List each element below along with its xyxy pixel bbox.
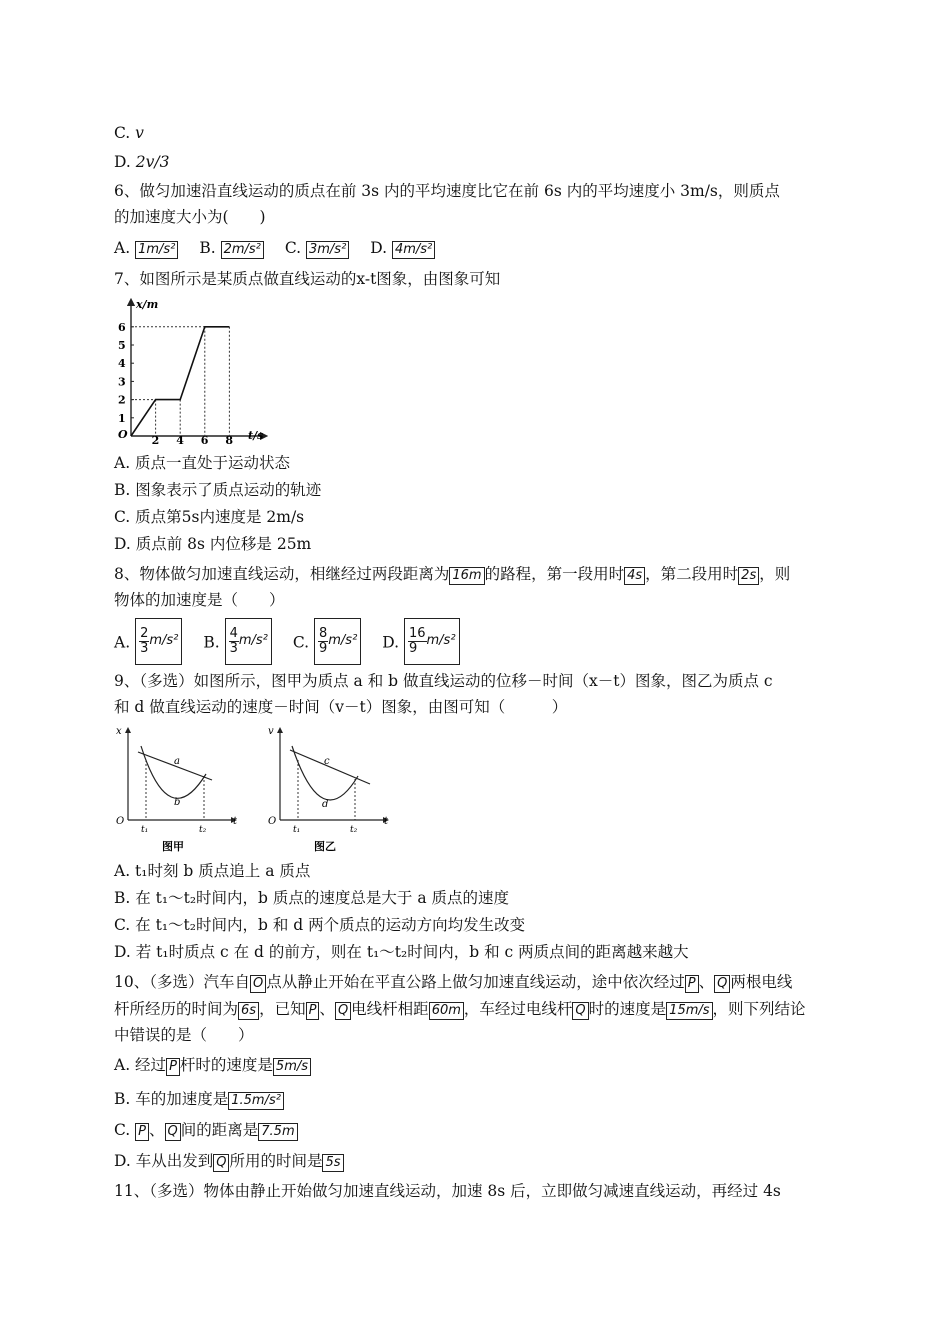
text-run: ，已知 [259, 1000, 306, 1018]
t2-label: t₂ [199, 825, 207, 835]
t1-label: t₁ [293, 825, 301, 835]
q10-option-b [114, 1088, 284, 1110]
q8-options [114, 618, 476, 665]
origin-label: O [118, 428, 128, 441]
label-c: c [324, 756, 330, 767]
q10-stem-line1 [114, 971, 792, 993]
option-label: A. [114, 239, 136, 257]
q7-option-b: B. 图象表示了质点运动的轨迹 [114, 481, 322, 499]
label-d: d [322, 799, 329, 810]
formula-box: Q [213, 1154, 229, 1172]
formula-box: Q [572, 1002, 588, 1020]
text-run: ，则下列结论 [712, 1000, 806, 1018]
q10-stem-line3: 中错误的是（ ） [114, 1026, 254, 1044]
option-c-prev [114, 122, 144, 144]
fraction-denominator: 9 [408, 640, 418, 656]
option-label: D. [370, 239, 392, 257]
x-axis-label: t/s [248, 429, 264, 442]
q9-option-b: B. 在 t₁～t₂时间内，b 质点的速度总是大于 a 质点的速度 [114, 889, 510, 907]
formula-box: Q [335, 1002, 351, 1020]
y-axis-label: x [116, 726, 122, 737]
text-run: 、 [149, 1121, 165, 1139]
q6-stem-line2: 的加速度大小为( ) [114, 208, 266, 226]
formula-box: Q [165, 1123, 181, 1141]
option-value: v [135, 124, 144, 142]
q6-option-a [114, 237, 178, 259]
formula-box: O [250, 975, 266, 993]
formula-box: 7.5m [258, 1123, 297, 1141]
q8-option-a [114, 618, 182, 665]
origin-label: O [268, 816, 277, 827]
y-tick-label: 2 [118, 393, 126, 407]
text-run: 点从静止开始在平直公路上做匀加速直线运动，途中依次经过 [266, 973, 685, 991]
formula-box: 4m/s² [392, 241, 435, 259]
y-tick-label: 1 [118, 411, 126, 425]
text-run: 杆所经历的时间为 [114, 1000, 239, 1018]
option-label: B. [199, 239, 221, 257]
fraction-box [314, 618, 361, 665]
q11-stem-line1: 11、（多选）物体由静止开始做匀加速直线运动，加速 8s 后，立即做匀减速直线运动，再经过 4s [114, 1182, 781, 1200]
figure-yi [268, 726, 389, 853]
text-run: C. [114, 1121, 136, 1139]
option-d-prev [114, 151, 169, 173]
label-a: a [174, 756, 180, 767]
q8-option-b [203, 618, 272, 665]
option-label: D. [114, 153, 136, 171]
formula-box: 1.5m/s² [228, 1092, 284, 1110]
fraction-box [225, 618, 272, 665]
q7-option-d: D. 质点前 8s 内位移是 25m [114, 535, 312, 553]
text-run: 的路程，第一段用时 [484, 565, 625, 583]
y-axis-label: x/m [136, 298, 159, 311]
option-label: D. [382, 633, 404, 652]
t2-label: t₂ [350, 825, 358, 835]
q6-stem-line1: 6、做匀加速沿直线运动的质点在前 3s 内的平均速度比它在前 6s 内的平均速度小 3m/s，则质点 [114, 182, 780, 200]
fraction-denominator: 3 [140, 640, 149, 656]
formula-box: 3m/s² [306, 241, 349, 259]
formula-box: 5m/s [273, 1058, 311, 1076]
q6-option-b [199, 237, 264, 259]
text-run: ，第二段用时 [645, 565, 739, 583]
option-value: 2v/3 [135, 153, 170, 171]
text-run: 、 [698, 973, 715, 991]
formula-box: P [685, 975, 699, 993]
text-run: A. 经过 [114, 1056, 167, 1074]
formula-box: 16m [449, 567, 484, 585]
y-tick-label: 5 [118, 339, 126, 352]
fraction-numerator: 4 [229, 625, 238, 641]
q7-option-a: A. 质点一直处于运动状态 [114, 454, 291, 472]
fraction-denominator: 3 [229, 640, 238, 656]
text-run: D. 车从出发到 [114, 1152, 214, 1170]
formula-box: P [306, 1002, 320, 1020]
formula-box: 4s [624, 567, 645, 585]
text-run: 时的速度是 [588, 1000, 667, 1018]
y-axis-label: v [268, 726, 274, 737]
text-run: B. 车的加速度是 [114, 1090, 229, 1108]
text-run: 所用的时间是 [229, 1152, 323, 1170]
q9-option-c: C. 在 t₁～t₂时间内，b 和 d 两个质点的运动方向均发生改变 [114, 916, 526, 934]
q9-option-a: A. t₁时刻 b 质点追上 a 质点 [114, 862, 311, 880]
line-c [290, 750, 370, 784]
fraction-denominator: 9 [318, 640, 328, 656]
text-run: 10、（多选）汽车自 [114, 973, 250, 991]
option-label: C. [284, 239, 306, 257]
formula-box: P [166, 1058, 180, 1076]
fraction-numerator: 2 [140, 625, 149, 641]
formula-box: 60m [429, 1002, 464, 1020]
fraction-box [404, 618, 460, 665]
x-axis-label: t [384, 816, 389, 827]
option-label: C. [114, 124, 136, 142]
q6-option-d [370, 237, 435, 259]
q10-option-c [114, 1119, 298, 1141]
q8-option-c [293, 618, 361, 665]
formula-box: 1m/s² [135, 241, 178, 259]
formula-box: 15m/s [666, 1002, 712, 1020]
option-label: C. [292, 633, 314, 652]
caption-yi: 图乙 [314, 840, 336, 853]
label-b: b [174, 797, 181, 808]
q9-stem-line2: 和 d 做直线运动的速度－时间（v－t）图象，由图可知（ ） [114, 698, 568, 716]
q7-stem: 7、如图所示是某质点做直线运动的x-t图象，由图象可知 [114, 270, 501, 288]
q9-stem-line1: 9、（多选）如图所示，图甲为质点 a 和 b 做直线运动的位移－时间（x－t）图象，图乙为质点 c [114, 672, 773, 690]
q7-option-c: C. 质点第5s内速度是 2m/s [114, 508, 305, 526]
unit: m/s² [426, 633, 456, 648]
text-run: ，车经过电线杆 [463, 1000, 573, 1018]
q10-stem-line2 [114, 998, 806, 1020]
figure-jia [116, 726, 238, 853]
y-tick-label: 6 [118, 320, 126, 334]
formula-box: 2m/s² [221, 241, 264, 259]
q8-option-d [382, 618, 459, 665]
origin-label: O [116, 816, 125, 827]
option-label: B. [203, 633, 225, 652]
q9-option-d: D. 若 t₁时质点 c 在 d 的前方，则在 t₁～t₂时间内，b 和 c 两质点间的距离越来越大 [114, 943, 689, 961]
fraction-numerator: 8 [318, 625, 328, 641]
q8-stem-line2: 物体的加速度是（ ） [114, 591, 285, 609]
q7-xt-graph [114, 296, 274, 446]
q6-option-c [285, 237, 349, 259]
q10-option-d [114, 1150, 344, 1172]
text-run: 、 [319, 1000, 335, 1018]
curve-d [292, 746, 358, 800]
unit: m/s² [238, 633, 268, 648]
x-tick-label: 6 [200, 434, 209, 446]
x-tick-label: 4 [176, 434, 184, 446]
q8-stem-line1 [114, 563, 790, 585]
text-run: 8、物体做匀加速直线运动，相继经过两段距离为 [114, 565, 450, 583]
formula-box: 5s [322, 1154, 343, 1172]
formula-box: Q [714, 975, 730, 993]
text-run: 间的距离是 [180, 1121, 259, 1139]
option-label: A. [114, 633, 136, 652]
q10-option-a [114, 1054, 311, 1076]
q6-options [114, 237, 451, 259]
curve-b [141, 746, 206, 798]
text-run: 杆时的速度是 [179, 1056, 273, 1074]
fraction-box [135, 618, 182, 665]
unit: m/s² [149, 633, 179, 648]
formula-box: 2s [738, 567, 759, 585]
q9-figures [114, 724, 394, 856]
x-axis-label: t [233, 816, 238, 827]
x-tick-label: 2 [151, 434, 160, 446]
t1-label: t₁ [141, 825, 149, 835]
formula-box: P [135, 1123, 149, 1141]
y-tick-label: 3 [118, 375, 126, 389]
caption-jia: 图甲 [162, 840, 184, 853]
text-run: 电线杆相距 [351, 1000, 429, 1018]
x-tick-label: 8 [225, 434, 234, 446]
formula-box: 6s [238, 1002, 259, 1020]
fraction-numerator: 16 [408, 625, 426, 641]
y-tick-label: 4 [118, 357, 126, 371]
unit: m/s² [328, 633, 358, 648]
text-run: 两根电线 [730, 973, 793, 991]
text-run: ，则 [759, 565, 791, 583]
